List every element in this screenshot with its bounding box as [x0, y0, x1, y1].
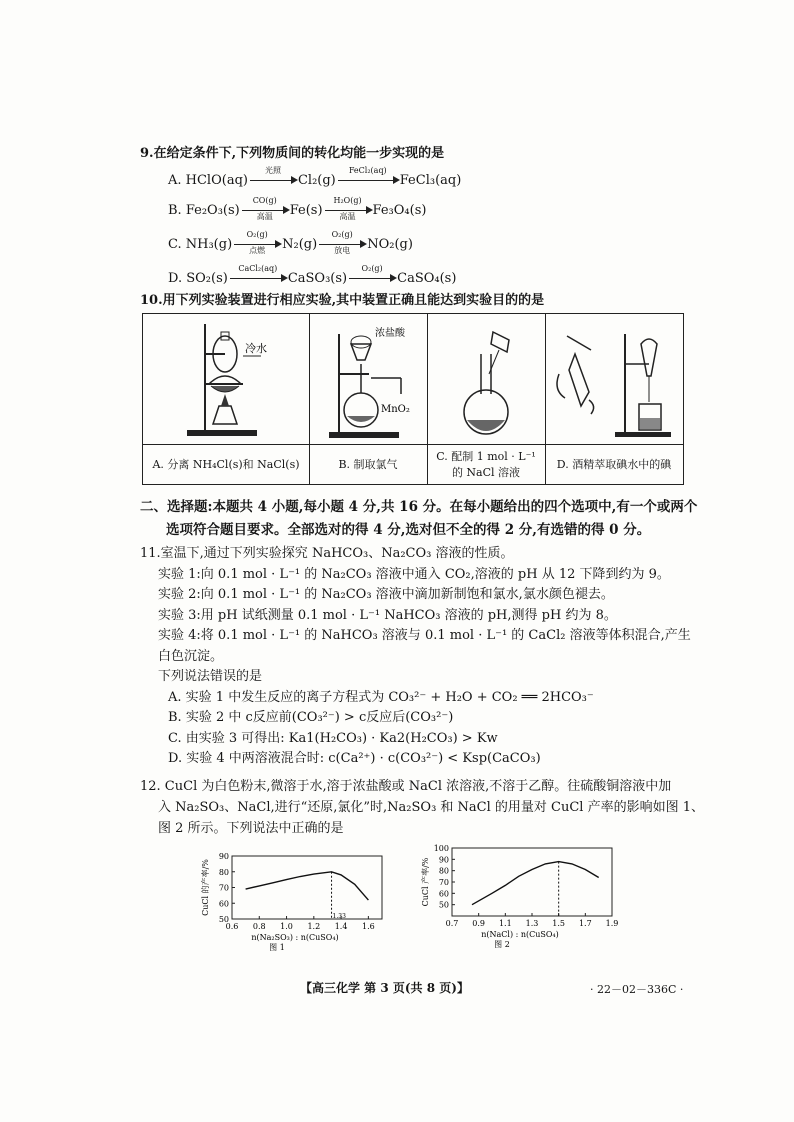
reaction-arrow: 光照: [250, 172, 296, 189]
mno2-label: MnO₂: [381, 404, 410, 415]
y-tick-label: 100: [433, 844, 449, 853]
x-tick-label: 1.6: [361, 922, 375, 931]
x-tick-label: 0.9: [472, 919, 486, 928]
peak-label: 1.33: [332, 913, 346, 920]
q11-option-b: B. 实验 2 中 c反应前(CO₃²⁻) > c反应后(CO₃²⁻): [168, 710, 454, 725]
y-tick-label: 50: [218, 915, 229, 924]
sublimation-apparatus-icon: [143, 314, 309, 444]
caption-a: A. 分离 NH₄Cl(s)和 NaCl(s): [143, 444, 309, 485]
exam-code: · 22－02－336C ·: [590, 983, 684, 996]
chlorine-generator-icon: [309, 314, 427, 444]
x-tick-label: 0.8: [252, 922, 266, 931]
cold-water-label: 冷水: [245, 342, 267, 355]
x-axis-label: n(Na₂SO₃) : n(CuSO₄): [251, 933, 339, 942]
q11-block: [140, 544, 691, 770]
q12-line3: 图 2 所示。下列说法中正确的是: [158, 821, 344, 836]
x-tick-label: 1.5: [552, 919, 566, 928]
apparatus-cell-b: [309, 314, 428, 484]
q10-stem: 10.用下列实验装置进行相应实验,其中装置正确且能达到实验目的的是: [140, 293, 545, 308]
y-tick-label: 90: [438, 855, 449, 865]
caption-c: C. 配制 1 mol · L⁻¹ 的 NaCl 溶液: [427, 444, 545, 485]
reaction-arrow: CO(g) 高温: [242, 202, 288, 219]
q9-stem: 9.在给定条件下,下列物质间的转化均能一步实现的是: [140, 146, 445, 161]
q11-exp2: 实验 2:向 0.1 mol · L⁻¹ 的 Na₂CO₃ 溶液中滴加新制饱和氯水,氯水颜色褪去。: [158, 587, 614, 602]
q11-exp4-cont: 白色沉淀。: [158, 648, 224, 664]
y-axis-label: CuCl 产率/%: [421, 857, 430, 907]
q9-option-c: C. NH₃(g) O₂(g) 点燃 N₂(g) O₂(g) 放电 NO₂(g): [168, 230, 413, 255]
apparatus-cell-c: [427, 314, 546, 484]
yield-curve: [246, 872, 369, 900]
y-axis-label: CuCl 的产率/%: [201, 859, 210, 916]
reaction-arrow: CaCl₂(aq): [230, 270, 286, 287]
q11-stem: 11.室温下,通过下列实验探究 NaHCO₃、Na₂CO₃ 溶液的性质。: [140, 546, 514, 561]
caption-b: B. 制取氯气: [309, 444, 427, 485]
q11-option-d: D. 实验 4 中两溶液混合时: c(Ca²⁺) · c(CO₃²⁻) < Ksp(CaCO₃): [168, 751, 541, 766]
x-tick-label: 1.2: [307, 922, 321, 931]
section-two-heading: 二、选择题:本题共 4 小题,每小题 4 分,共 16 分。在每小题给出的四个选项中,有一个或两个 选项符合题目要求。全部选对的得 4 分,选对但不全的得 2 分,有选错的得 0 分。: [140, 499, 698, 538]
caption-d: D. 酒精萃取碘水中的碘: [545, 444, 683, 485]
q11-exp1: 实验 1:向 0.1 mol · L⁻¹ 的 Na₂CO₃ 溶液中通入 CO₂,溶液的 pH 从 12 下降到约为 9。: [158, 566, 670, 582]
reaction-arrow: O₂(g) 点燃: [234, 236, 280, 253]
reaction-arrow: O₂(g): [349, 270, 395, 287]
figure-caption: 图 1: [269, 943, 285, 952]
x-tick-label: 1.0: [280, 922, 293, 931]
conc-hcl-label: 浓盐酸: [375, 328, 405, 339]
q11-option-c: C. 由实验 3 可得出: Ka1(H₂CO₃) · Ka2(H₂CO₃) > Kw: [168, 730, 498, 746]
x-tick-label: 1.3: [525, 919, 539, 928]
x-tick-label: 0.7: [445, 919, 459, 928]
y-tick-label: 90: [218, 852, 229, 861]
volumetric-flask-icon: [427, 314, 545, 444]
figure-1-chart: [196, 846, 396, 958]
page-footer: 【高三化学 第 3 页(共 8 页)】: [300, 981, 469, 995]
x-tick-label: 1.4: [334, 922, 348, 931]
y-tick-label: 60: [438, 889, 449, 899]
apparatus-cell-a: [143, 314, 310, 484]
q12-block: [140, 776, 704, 839]
y-tick-label: 70: [438, 878, 449, 887]
figure-2-chart: [418, 844, 628, 958]
q12-line2: 入 Na₂SO₃、NaCl,进行“还原,氯化”时,Na₂SO₃ 和 NaCl 的用量对 CuCl 产率的影响如图 1、: [158, 800, 704, 815]
q11-exp3: 实验 3:用 pH 试纸测量 0.1 mol · L⁻¹ NaHCO₃ 溶液的 pH,测得 pH 约为 8。: [158, 607, 617, 623]
x-axis-label: n(NaCl) : n(CuSO₄): [481, 930, 559, 939]
x-tick-label: 1.1: [498, 919, 512, 928]
apparatus-cell-d: [545, 314, 683, 484]
x-tick-label: 1.7: [578, 919, 592, 928]
q9-option-a: A. HClO(aq) 光照 Cl₂(g) FeCl₂(aq) FeCl₃(aq): [168, 166, 462, 188]
q9-option-d: D. SO₂(s) CaCl₂(aq) CaSO₃(s) O₂(g) CaSO₄(s): [168, 264, 457, 286]
figure-caption: 图 2: [494, 940, 510, 949]
x-tick-label: 1.9: [605, 919, 619, 928]
apparatus-table: [142, 313, 684, 485]
y-tick-label: 80: [218, 867, 229, 877]
q12-line1: 12. CuCl 为白色粉末,微溶于水,溶于浓盐酸或 NaCl 浓溶液,不溶于乙醇。往硫酸铜溶液中加: [140, 779, 672, 794]
q11-exp4: 实验 4:将 0.1 mol · L⁻¹ 的 NaHCO₃ 溶液与 0.1 mol · L⁻¹ 的 CaCl₂ 溶液等体积混合,产生: [158, 628, 691, 643]
y-tick-label: 50: [438, 900, 449, 910]
y-tick-label: 70: [218, 883, 229, 893]
reaction-arrow: FeCl₂(aq): [338, 172, 398, 189]
separatory-funnel-icon: [545, 314, 683, 444]
y-tick-label: 80: [438, 866, 449, 876]
y-tick-label: 60: [218, 899, 229, 909]
q11-ask: 下列说法错误的是: [158, 669, 263, 684]
yield-curve: [472, 862, 599, 905]
reaction-arrow: H₂O(g) 高温: [325, 202, 371, 219]
q9-option-b: B. Fe₂O₃(s) CO(g) 高温 Fe(s) H₂O(g) 高温 Fe₃O₄(s): [168, 196, 427, 221]
x-tick-label: 0.6: [225, 922, 239, 931]
reaction-arrow: O₂(g) 放电: [319, 236, 365, 253]
q11-option-a: A. 实验 1 中发生反应的离子方程式为 CO₃²⁻ + H₂O + CO₂ ══ 2HCO₃⁻: [168, 689, 594, 705]
plot-frame: [452, 848, 612, 916]
